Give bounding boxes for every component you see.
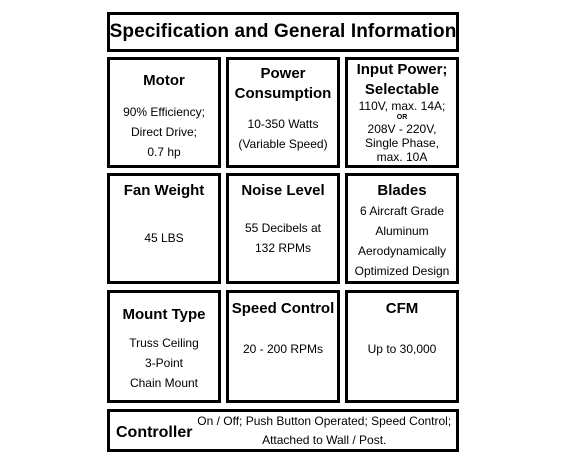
power-consumption-cell [226,57,340,168]
blades-title: Blades [377,182,427,199]
speed-control-title: Speed Control [231,300,335,317]
controller-box [107,409,459,452]
controller-description [192,412,456,450]
controller-line2: Attached to Wall / Post. [262,432,387,447]
speed-control-range: 20 - 200 RPMs [242,342,324,356]
motor-title: Motor [143,72,185,89]
cfm-title: CFM [385,300,419,317]
motor-cell [107,57,221,168]
noise-level-rpm: 132 RPMs [254,241,312,255]
input-power-title-line1: Input Power; [356,61,448,78]
noise-level-cell [226,173,340,284]
noise-level-title: Noise Level [241,182,325,199]
blades-count: 6 Aircraft Grade [359,204,445,218]
fan-weight-value: 45 LBS [144,231,184,245]
input-power-208v: 208V - 220V, [367,122,437,136]
noise-level-decibels: 55 Decibels at [244,221,322,235]
power-consumption-title-line2: Consumption [234,85,332,102]
mount-type-points: 3-Point [144,356,184,370]
fan-weight-cell [107,173,221,284]
spec-title-box [107,12,459,52]
motor-hp: 0.7 hp [147,145,181,159]
power-consumption-note: (Variable Speed) [238,137,328,151]
input-power-or: OR [396,114,408,121]
blades-material: Aluminum [375,224,429,238]
controller-title: Controller [116,423,193,441]
speed-control-cell [226,290,340,403]
fan-weight-title: Fan Weight [123,182,205,199]
mount-type-chain: Chain Mount [129,376,199,390]
cfm-cell [345,290,459,403]
motor-efficiency: 90% Efficiency; [123,105,205,119]
cfm-value: Up to 30,000 [367,342,437,356]
input-power-title-line2: Selectable [364,81,440,98]
power-consumption-title-line1: Power [260,65,306,82]
blades-cell [345,173,459,284]
input-power-max: max. 10A [376,150,428,164]
motor-drive: Direct Drive; [130,125,197,139]
input-power-110v: 110V, max. 14A; [358,99,446,113]
blades-aero: Aerodynamically [357,244,447,258]
mount-type-title: Mount Type [122,306,206,323]
spec-title: Specification and General Information [109,21,457,42]
mount-type-cell [107,290,221,403]
controller-line1: On / Off; Push Button Operated; Speed Control; [197,413,452,428]
mount-type-ceiling: Truss Ceiling [129,336,199,350]
input-power-phase: Single Phase, [364,136,440,150]
power-consumption-watts: 10-350 Watts [247,117,319,131]
blades-design: Optimized Design [354,264,450,278]
input-power-cell [345,57,459,168]
